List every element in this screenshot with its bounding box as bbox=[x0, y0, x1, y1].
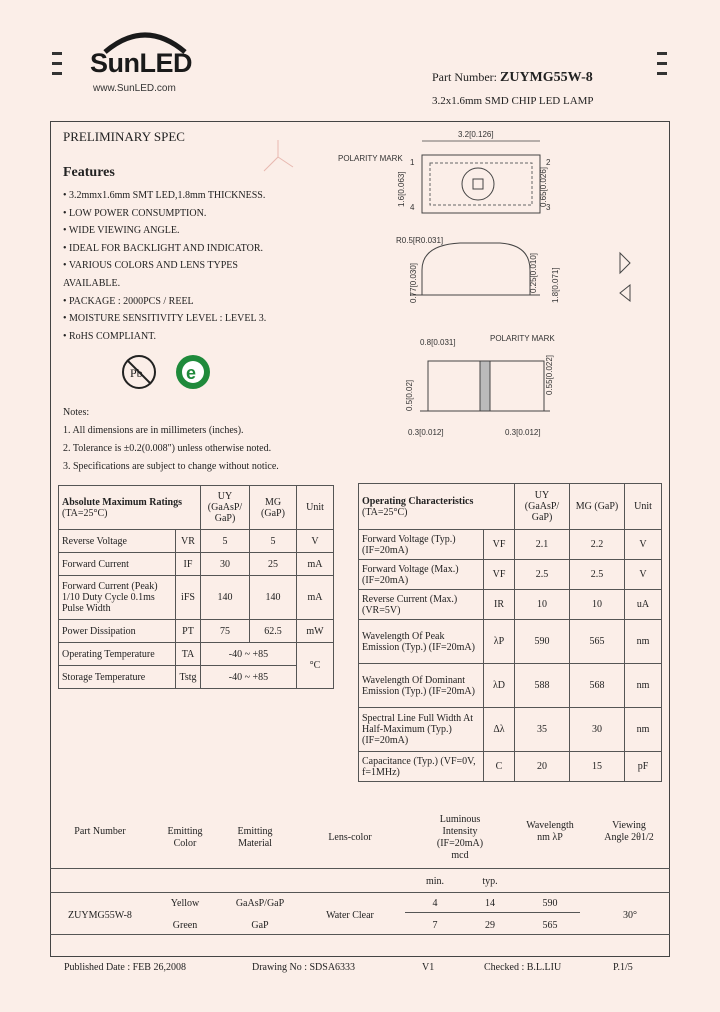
absolute-maximum-ratings-table: Absolute Maximum Ratings (TA=25°C) UY (GaAsP/ GaP) MG (GaP) Unit Reverse Voltage VR 5 5 V Forward Current IF 30 25 mA Forward Current (Peak) 1/10 Duty Cycle 0.1ms Pulse Width iFS 140 140 mA Power Dissipation PT 75 62.5 mW Operating Temperature TA -40 ~ +85 °C Storage Temperature Tstg -40 ~ +85 bbox=[58, 485, 334, 689]
pin-label: 1 bbox=[410, 158, 415, 167]
col-header: Part Number bbox=[74, 826, 126, 837]
polarity-mark-label: POLARITY MARK bbox=[338, 154, 403, 163]
dim-top-label: 3.2[0.126] bbox=[458, 130, 494, 139]
table-row: Capacitance (Typ.) (VF=0V, f=1MHz) C 20 15 pF bbox=[359, 752, 662, 782]
part-number-label: Part Number: bbox=[432, 70, 497, 84]
part-number-cell: ZUYMG55W-8 bbox=[68, 910, 132, 921]
page-number: P.1/5 bbox=[613, 962, 633, 973]
watermark-icon bbox=[258, 135, 298, 175]
lens-cell: Water Clear bbox=[326, 910, 374, 921]
part-number-header bbox=[432, 70, 593, 86]
table-row: Storage Temperature Tstg -40 ~ +85 bbox=[59, 666, 334, 689]
col-header: Unit bbox=[625, 484, 662, 530]
col-header: UY (GaAsP/ GaP) bbox=[515, 484, 570, 530]
table-row: Power Dissipation PT 75 62.5 mW bbox=[59, 620, 334, 643]
table-row: Reverse Voltage VR 5 5 V bbox=[59, 530, 334, 553]
rohs-e-icon bbox=[173, 352, 213, 392]
published-date: Published Date : FEB 26,2008 bbox=[64, 962, 186, 973]
col-header: MG (GaP) bbox=[570, 484, 625, 530]
pb-label: Pb bbox=[130, 366, 143, 380]
features-list bbox=[63, 187, 343, 345]
feature-item: • VARIOUS COLORS AND LENS TYPES AVAILABLE. bbox=[63, 260, 238, 289]
version: V1 bbox=[422, 962, 435, 973]
website: www.SunLED.com bbox=[93, 83, 176, 94]
typ-cell: 29 bbox=[485, 920, 495, 931]
angle-cell: 30° bbox=[623, 910, 637, 921]
table-row: Operating Temperature TA -40 ~ +85 °C bbox=[59, 643, 334, 666]
table-row: Wavelength Of Peak Emission (Typ.) (IF=20mA) λP 590 565 nm bbox=[359, 620, 662, 664]
pin-label: 4 bbox=[410, 203, 415, 212]
operating-characteristics-table: Operating Characteristics (TA=25°C) UY (GaAsP/ GaP) MG (GaP) Unit Forward Voltage (Typ.) (IF=20mA) VF 2.1 2.2 V Forward Voltage (Max.) (IF=20mA) VF 2.5 2.5 V Reverse Current (Max.) (VR=5V) IR 10 10 uA Wavelength Of Peak Emission (Typ.) (IF=20mA) λP 590 565 nm Wavelength Of Dominant Emission (Typ.) (IF=20mA) λD 588 568 nm Spectral Line Full Width At Half-Maximum (Typ.) (IF=20mA) Δλ 35 30 nm Capacitance (Typ.) (VF=0V, f=1MHz) C 20 15 pF bbox=[358, 483, 662, 782]
pb-free-icon bbox=[119, 352, 159, 392]
min-cell: 4 bbox=[432, 898, 438, 909]
table-row: Wavelength Of Dominant Emission (Typ.) (IF=20mA) λD 588 568 nm bbox=[359, 664, 662, 708]
package-dimension-drawing bbox=[338, 125, 670, 445]
color-cell: Yellow bbox=[170, 898, 200, 909]
color-cell: Green bbox=[172, 920, 198, 931]
radius-label: R0.5[R0.031] bbox=[396, 236, 444, 245]
material-cell: GaP bbox=[251, 920, 269, 931]
col-header: Lens-color bbox=[328, 832, 372, 843]
polarity-mark2-label: POLARITY MARK bbox=[490, 334, 555, 343]
dim-h1-label: 0.77[0.030] bbox=[409, 262, 418, 303]
table-row: Reverse Current (Max.) (VR=5V) IR 10 10 uA bbox=[359, 590, 662, 620]
checked-by: Checked : B.L.LIU bbox=[484, 962, 562, 973]
feature-item: • WIDE VIEWING ANGLE. bbox=[63, 225, 180, 237]
part-number: ZUYMG55W-8 bbox=[500, 70, 593, 85]
min-cell: 7 bbox=[432, 920, 438, 931]
typ-header: typ. bbox=[482, 876, 498, 887]
e-label: e bbox=[186, 363, 197, 383]
wavelength-cell: 565 bbox=[542, 920, 558, 931]
brand-logo: SunLED bbox=[90, 48, 192, 78]
dim-right-label: 0.65[0.026] bbox=[539, 166, 548, 207]
col-header: Unit bbox=[297, 486, 334, 530]
wavelength-cell: 590 bbox=[542, 898, 558, 909]
spec-title: PRELIMINARY SPEC bbox=[63, 129, 185, 144]
table-row: Forward Current IF 30 25 mA bbox=[59, 553, 334, 576]
dim-v1-label: 0.5[0.02] bbox=[405, 379, 414, 411]
dim-h2-label: 0.25[0.010] bbox=[529, 252, 538, 293]
feature-item: • MOISTURE SENSITIVITY LEVEL : LEVEL 3. bbox=[63, 313, 267, 325]
col-header: UY (GaAsP/ GaP) bbox=[201, 486, 250, 530]
col-header: Emitting Material bbox=[237, 826, 273, 849]
table-row: Forward Current (Peak) 1/10 Duty Cycle 0.1ms Pulse Width iFS 140 140 mA bbox=[59, 576, 334, 620]
feature-item: • RoHS COMPLIANT. bbox=[63, 330, 157, 342]
dim-v2-label: 0.55[0.022] bbox=[545, 354, 554, 395]
table-row: Spectral Line Full Width At Half-Maximum (Typ.) (IF=20mA) Δλ 35 30 nm bbox=[359, 708, 662, 752]
drawing-number: Drawing No : SDSA6333 bbox=[252, 962, 356, 973]
col-header: Luminous Intensity (IF=20mA) mcd bbox=[436, 814, 484, 861]
part-description: 3.2x1.6mm SMD CHIP LED LAMP bbox=[432, 95, 594, 107]
note-item: 2. Tolerance is ±0.2(0.008") unless otherwise noted. bbox=[63, 443, 272, 454]
table-title: Absolute Maximum Ratings bbox=[62, 496, 183, 508]
col-header: Wavelength nm λP bbox=[526, 820, 574, 843]
note-item: 1. All dimensions are in millimeters (inches). bbox=[63, 425, 244, 436]
dim-left-label: 1.6[0.063] bbox=[397, 171, 406, 207]
pin-label: 2 bbox=[546, 158, 551, 167]
selection-guide bbox=[50, 810, 670, 950]
pin-label: 3 bbox=[546, 203, 551, 212]
feature-item: • 3.2mmx1.6mm SMT LED,1.8mm THICKNESS. bbox=[63, 190, 266, 201]
feature-item: • PACKAGE : 2000PCS / REEL bbox=[63, 295, 194, 307]
table-row: Forward Voltage (Max.) (IF=20mA) VF 2.5 2.5 V bbox=[359, 560, 662, 590]
col-header: Viewing Angle 2θ1/2 bbox=[604, 820, 654, 843]
note-item: 3. Specifications are subject to change without notice. bbox=[63, 461, 279, 472]
material-cell: GaAsP/GaP bbox=[235, 898, 285, 909]
table-row: Forward Voltage (Typ.) (IF=20mA) VF 2.1 2.2 V bbox=[359, 530, 662, 560]
typ-cell: 14 bbox=[485, 898, 495, 909]
dim-h3-label: 1.8[0.071] bbox=[551, 267, 560, 303]
feature-item: • IDEAL FOR BACKLIGHT AND INDICATOR. bbox=[63, 242, 263, 254]
min-header: min. bbox=[425, 876, 445, 887]
dim-b1-label: 0.3[0.012] bbox=[408, 428, 444, 437]
features-heading: Features bbox=[63, 165, 115, 180]
col-header: Emitting Color bbox=[167, 826, 203, 849]
table-title: Operating Characteristics bbox=[362, 495, 474, 507]
feature-item: • LOW POWER CONSUMPTION. bbox=[63, 207, 207, 219]
notes bbox=[63, 404, 279, 476]
dim-b2-label: 0.3[0.012] bbox=[505, 428, 541, 437]
dim-w-label: 0.8[0.031] bbox=[420, 338, 456, 347]
notes-heading: Notes: bbox=[63, 407, 90, 418]
col-header: MG (GaP) bbox=[250, 486, 297, 530]
